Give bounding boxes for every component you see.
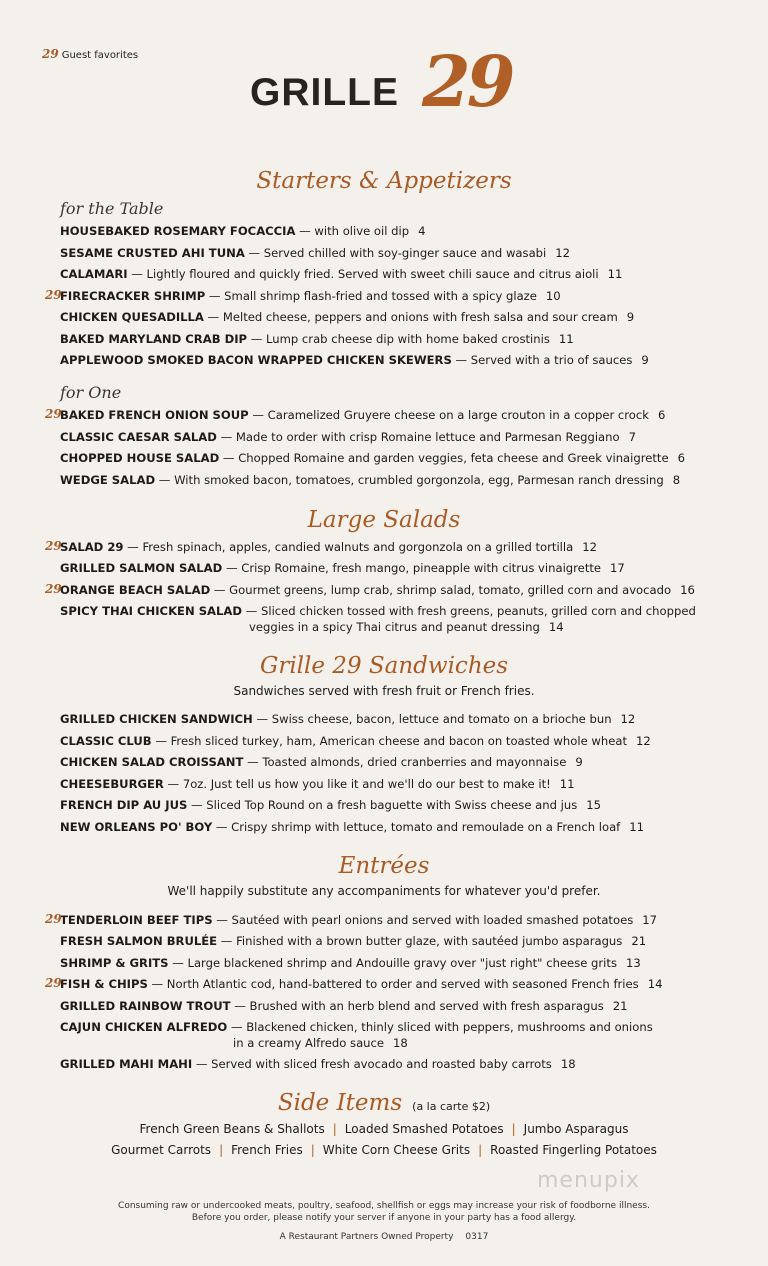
allergy-warning xyxy=(0,1200,768,1224)
item-name: FRENCH DIP AU JUS xyxy=(60,798,188,812)
item-name: CLASSIC CAESAR SALAD xyxy=(60,430,217,444)
item-name: SHRIMP & GRITS xyxy=(60,956,169,970)
item-description: — with olive oil dip xyxy=(295,224,410,238)
item-name: CHICKEN QUESADILLA xyxy=(60,310,204,324)
item-name: CALAMARI xyxy=(60,267,128,281)
menu-item xyxy=(60,429,700,445)
item-name: CHICKEN SALAD CROISSANT xyxy=(60,755,244,769)
menu-item xyxy=(60,733,700,749)
item-description: — Toasted almonds, dried cranberries and mayonnaise xyxy=(243,755,567,769)
menu-item xyxy=(60,560,700,576)
item-description: — Swiss cheese, bacon, lettuce and tomato on a brioche bun xyxy=(252,712,612,726)
item-description: — Melted cheese, peppers and onions with fresh salsa and sour cream xyxy=(203,310,618,324)
item-description: — Blackened chicken, thinly sliced with peppers, mushrooms and onions xyxy=(227,1020,653,1034)
item-price: 10 xyxy=(545,289,561,303)
item-description: — Brushed with an herb blend and served with fresh asparagus xyxy=(230,999,604,1013)
section-title-sandwiches: Grille 29 Sandwiches xyxy=(259,653,509,679)
item-name: FISH & CHIPS xyxy=(60,977,148,991)
item-description: — Caramelized Gruyere cheese on a large crouton in a copper crock xyxy=(248,408,649,422)
side-item: Gourmet Carrots xyxy=(111,1143,212,1157)
item-price: 4 xyxy=(418,224,426,238)
item-name: TENDERLOIN BEEF TIPS xyxy=(60,913,213,927)
menu-item xyxy=(60,450,700,466)
divider: | xyxy=(219,1143,224,1157)
side-item: French Fries xyxy=(231,1143,303,1157)
item-price: 16 xyxy=(680,583,695,597)
item-description: — North Atlantic cod, hand-battered to order and served with seasoned French fries xyxy=(147,977,639,991)
item-description: — Sautéed with pearl onions and served with loaded smashed potatoes xyxy=(212,913,634,927)
item-price: 7 xyxy=(628,430,636,444)
side-items-row xyxy=(0,1143,768,1157)
item-price: 21 xyxy=(612,999,628,1013)
item-description: — Fresh spinach, apples, candied walnuts and gorgonzola on a grilled tortilla xyxy=(123,540,574,554)
side-items-row xyxy=(0,1122,768,1136)
favorite-mark-icon: 29 xyxy=(45,976,62,990)
side-item: French Green Beans & Shallots xyxy=(139,1122,325,1136)
item-price: 11 xyxy=(559,777,575,791)
item-name: GRILLED SALMON SALAD xyxy=(60,561,223,575)
item-description: — Fresh sliced turkey, ham, American cheese and bacon on toasted whole wheat xyxy=(151,734,628,748)
item-price: 11 xyxy=(629,820,645,834)
menu-item xyxy=(45,582,700,598)
item-name: FRESH SALMON BRULÉE xyxy=(60,934,218,948)
item-description: — Lightly floured and quickly fried. Served with sweet chili sauce and citrus aioli xyxy=(127,267,599,281)
item-name: CHEESEBURGER xyxy=(60,777,164,791)
item-price: 9 xyxy=(641,353,649,367)
item-name: BAKED FRENCH ONION SOUP xyxy=(60,408,249,422)
item-description: — Chopped Romaine and garden veggies, feta cheese and Greek vinaigrette xyxy=(219,451,669,465)
item-name: GRILLED CHICKEN SANDWICH xyxy=(60,712,253,726)
item-name: SESAME CRUSTED AHI TUNA xyxy=(60,246,245,260)
divider: | xyxy=(332,1122,337,1136)
side-item: Loaded Smashed Potatoes xyxy=(344,1122,504,1136)
allergy-warning-line-1: Consuming raw or undercooked meats, poultry, seafood, shellfish or eggs may increase your risk of foodborne illness. xyxy=(118,1201,650,1211)
section-title-starters: Starters & Appetizers xyxy=(256,168,512,194)
item-price: 9 xyxy=(575,755,583,769)
divider: | xyxy=(511,1122,516,1136)
item-name: GRILLED MAHI MAHI xyxy=(60,1057,193,1071)
subsection-title-for-the-table: for the Table xyxy=(60,199,164,218)
favorite-mark-icon: 29 xyxy=(45,407,62,421)
item-description: — Served with a trio of sauces xyxy=(451,353,633,367)
logo-word: GRILLE xyxy=(250,71,399,114)
item-description: — Served chilled with soy-ginger sauce and wasabi xyxy=(244,246,547,260)
item-name: ORANGE BEACH SALAD xyxy=(60,583,211,597)
item-name: CHOPPED HOUSE SALAD xyxy=(60,451,220,465)
menu-item xyxy=(60,955,700,971)
section-title-large-salads: Large Salads xyxy=(307,507,461,533)
item-price: 6 xyxy=(658,408,666,422)
item-price: 12 xyxy=(555,246,571,260)
menu-item xyxy=(45,407,700,423)
item-price: 8 xyxy=(672,473,681,487)
item-name: FIRECRACKER SHRIMP xyxy=(60,289,206,303)
side-item: White Corn Cheese Grits xyxy=(322,1143,471,1157)
item-price: 21 xyxy=(631,934,647,948)
item-price: 18 xyxy=(560,1057,576,1071)
item-name: HOUSEBAKED ROSEMARY FOCACCIA xyxy=(60,224,296,238)
menu-item xyxy=(60,331,700,347)
logo-number: 29 xyxy=(422,40,512,123)
menu-item xyxy=(60,998,700,1014)
menu-item xyxy=(45,539,700,555)
item-name: NEW ORLEANS PO' BOY xyxy=(60,820,213,834)
item-description: — Crispy shrimp with lettuce, tomato and remoulade on a French loaf xyxy=(212,820,621,834)
section-title-side-items xyxy=(0,1090,768,1116)
item-price: 11 xyxy=(558,332,574,346)
menu-item xyxy=(60,754,700,770)
item-description: — With smoked bacon, tomatoes, crumbled gorgonzola, egg, Parmesan ranch dressing xyxy=(155,473,664,487)
ownership-note xyxy=(0,1231,768,1243)
section-note-sandwiches: Sandwiches served with fresh fruit or French fries. xyxy=(233,684,535,698)
item-price: 6 xyxy=(677,451,686,465)
item-name: APPLEWOOD SMOKED BACON WRAPPED CHICKEN SKEWERS xyxy=(60,353,452,367)
menu-item xyxy=(60,1019,700,1051)
menu-item xyxy=(45,912,700,928)
item-description: — Sliced Top Round on a fresh baguette with Swiss cheese and jus xyxy=(187,798,578,812)
menu-item xyxy=(60,819,700,835)
watermark: menupix xyxy=(537,1168,640,1193)
item-description-continued: veggies in a spicy Thai citrus and peanut dressing xyxy=(249,620,540,634)
item-price: 13 xyxy=(625,956,641,970)
owner-text: A Restaurant Partners Owned Property xyxy=(279,1232,454,1242)
item-name: GRILLED RAINBOW TROUT xyxy=(60,999,231,1013)
item-price: 17 xyxy=(642,913,658,927)
guest-favorites-legend xyxy=(42,47,138,61)
item-description: — Small shrimp flash-fried and tossed with a spicy glaze xyxy=(205,289,537,303)
menu-item xyxy=(60,776,700,792)
item-price: 12 xyxy=(620,712,636,726)
favorite-mark-icon: 29 xyxy=(42,47,59,61)
item-description: — Crisp Romaine, fresh mango, pineapple with citrus vinaigrette xyxy=(222,561,602,575)
menu-item xyxy=(60,797,700,813)
item-price: 9 xyxy=(626,310,635,324)
divider: | xyxy=(478,1143,483,1157)
item-description-continued: in a creamy Alfredo sauce xyxy=(233,1036,385,1050)
section-title-entrees: Entrées xyxy=(338,853,430,879)
item-price: 15 xyxy=(586,798,602,812)
subsection-title-for-one: for One xyxy=(60,383,122,402)
menu-item xyxy=(60,603,700,635)
item-price: 11 xyxy=(607,267,623,281)
item-description: — Lump crab cheese dip with home baked crostinis xyxy=(247,332,550,346)
item-description: — 7oz. Just tell us how you like it and we'll do our best to make it! xyxy=(163,777,551,791)
menu-item xyxy=(45,976,700,992)
side-item: Roasted Fingerling Potatoes xyxy=(490,1143,657,1157)
favorite-mark-icon: 29 xyxy=(45,539,62,553)
divider: | xyxy=(310,1143,315,1157)
item-price: 14 xyxy=(548,620,564,634)
item-name: WEDGE SALAD xyxy=(60,473,156,487)
menu-item xyxy=(60,352,700,368)
side-items-price-note: (a la carte $2) xyxy=(412,1100,491,1113)
menu-item xyxy=(45,288,700,304)
item-price: 17 xyxy=(610,561,625,575)
item-price: 18 xyxy=(393,1036,408,1050)
menu-item xyxy=(60,711,700,727)
menu-item xyxy=(60,245,700,261)
menu-code: 0317 xyxy=(465,1232,489,1242)
section-note-entrees: We'll happily substitute any accompaniments for whatever you'd prefer. xyxy=(167,884,601,898)
favorite-mark-icon: 29 xyxy=(45,912,62,926)
menu-item xyxy=(60,472,700,488)
guest-favorites-label: Guest favorites xyxy=(61,50,139,61)
item-description: — Made to order with crisp Romaine lettuce and Parmesan Reggiano xyxy=(216,430,620,444)
restaurant-logo xyxy=(250,40,550,134)
item-price: 12 xyxy=(582,540,597,554)
item-description: — Finished with a brown butter glaze, with sautéed jumbo asparagus xyxy=(217,934,623,948)
item-description: — Sliced chicken tossed with fresh greens, peanuts, grilled corn and chopped xyxy=(242,604,696,618)
item-name: CLASSIC CLUB xyxy=(60,734,152,748)
side-items-title: Side Items xyxy=(277,1090,403,1116)
item-name: BAKED MARYLAND CRAB DIP xyxy=(60,332,248,346)
allergy-warning-line-2: Before you order, please notify your server if anyone in your party has a food allergy. xyxy=(191,1213,577,1223)
menu-item xyxy=(60,309,700,325)
menu-item xyxy=(60,223,700,239)
menu-item xyxy=(60,266,700,282)
item-name: SPICY THAI CHICKEN SALAD xyxy=(60,604,243,618)
item-price: 12 xyxy=(636,734,651,748)
favorite-mark-icon: 29 xyxy=(45,288,62,302)
item-description: — Large blackened shrimp and Andouille gravy over "just right" cheese grits xyxy=(168,956,617,970)
item-description: — Gourmet greens, lump crab, shrimp salad, tomato, grilled corn and avocado xyxy=(210,583,672,597)
item-price: 14 xyxy=(647,977,663,991)
item-name: SALAD 29 xyxy=(60,540,124,554)
item-name: CAJUN CHICKEN ALFREDO xyxy=(60,1020,228,1034)
favorite-mark-icon: 29 xyxy=(45,582,62,596)
menu-item xyxy=(60,933,700,949)
menu-item xyxy=(60,1056,700,1072)
side-item: Jumbo Asparagus xyxy=(523,1122,629,1136)
item-description: — Served with sliced fresh avocado and roasted baby carrots xyxy=(192,1057,552,1071)
